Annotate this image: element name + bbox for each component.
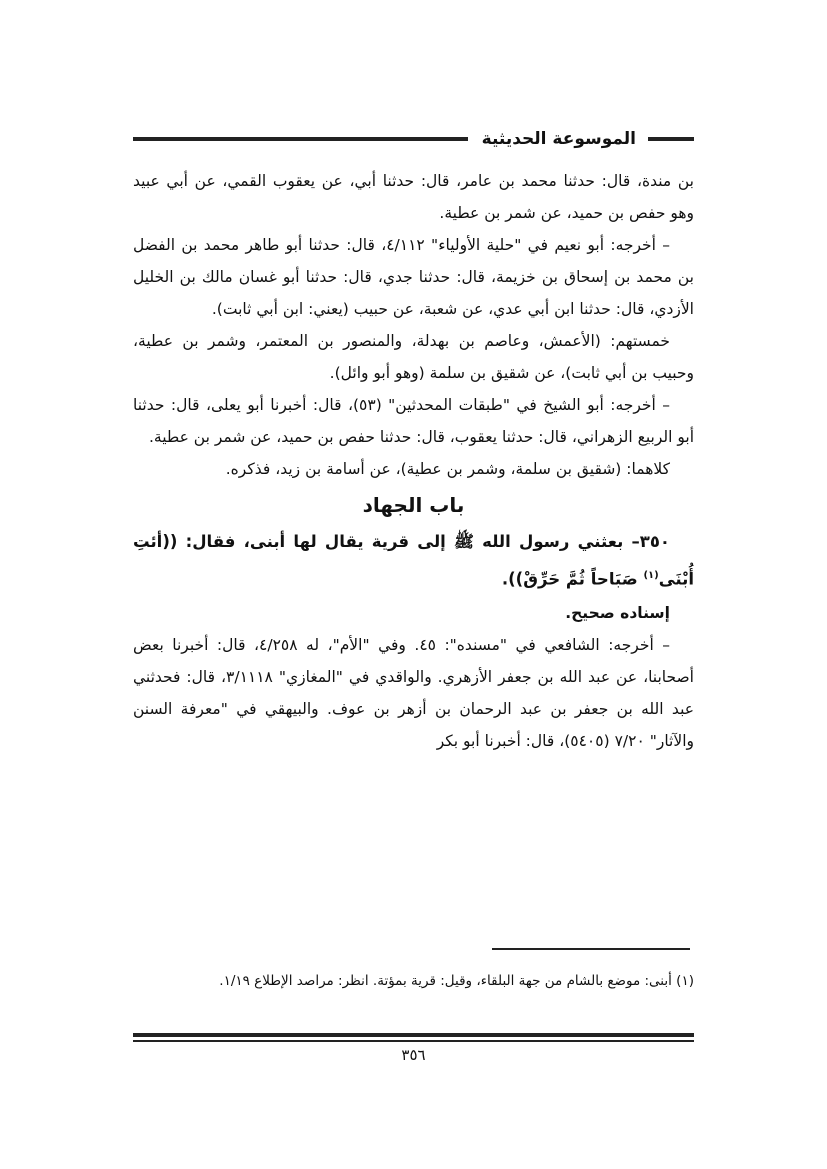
paragraph-5: كلاهما: (شقيق بن سلمة، وشمر بن عطية)، عن أسامة بن زيد، فذكره. bbox=[225, 460, 670, 478]
running-header bbox=[133, 122, 694, 156]
paragraph-2: – أخرجه: أبو نعيم في "حلية الأولياء" ٤/١١٢، قال: حدثنا أبو طاهر محمد بن الفضل بن محمد بن إسحاق بن خزيمة، قال: حدثنا جدي، قال: حدثنا أبو غسان مالك بن الخليل الأزدي، قال: حدثنا ابن أبي عدي، عن شعبة، عن حبيب (يعني: ابن أبي ثابت). bbox=[133, 236, 694, 318]
footnote bbox=[133, 965, 694, 997]
header-rule-left bbox=[133, 137, 468, 141]
footnote-text: (١) أبنى: موضع بالشام من جهة البلقاء، وقيل: قرية بمؤتة. انظر: مراصد الإطلاع ١/١٩. bbox=[219, 973, 694, 989]
paragraph-3: خمستهم: (الأعمش، وعاصم بن بهدلة، والمنصور بن المعتمر، وشمر بن عطية، وحبيب بن أبي ثابت)، عن شقيق بن سلمة (وهو أبو وائل). bbox=[133, 332, 694, 382]
bottom-rule-thick bbox=[133, 1033, 694, 1037]
main-text bbox=[133, 165, 694, 757]
header-title: الموسوعة الحديثية bbox=[481, 129, 636, 149]
page-number: ٣٥٦ bbox=[401, 1046, 426, 1064]
footnote-marker: (١) bbox=[643, 570, 659, 581]
hadith-text-start: ٣٥٠– بعثني رسول الله ﷺ إلى قرية يقال لها أبنى، فقال: ((أئتِ أُبْنَى bbox=[133, 532, 694, 589]
paragraph-4: – أخرجه: أبو الشيخ في "طبقات المحدثين" (٥٣)، قال: أخبرنا أبو يعلى، قال: حدثنا أبو الربيع الزهراني، قال: حدثنا يعقوب، قال: حدثنا حفص بن حميد، عن شمر بن عطية. bbox=[133, 396, 694, 446]
paragraph-6: – أخرجه: الشافعي في "مسنده": ٤٥. وفي "الأم"، له ٤/٢٥٨، قال: أخبرنا بعض أصحابنا، عن عبد الله بن جعفر الأزهري. والواقدي في "المغازي" ٣/١١١٨، قال: فحدثني عبد الله بن جعفر بن عبد الرحمان بن أزهر بن عوف. والبيهقي في "معرفة السنن والآثار" ٧/٢٠ (٥٤٠٥)، قال: أخبرنا أبو بكر bbox=[133, 635, 694, 750]
isnad-grade: إسناده صحيح. bbox=[565, 603, 670, 622]
hadith-text-end: صَبَاحاً ثُمَّ حَرِّقْ)). bbox=[501, 569, 644, 589]
section-heading: باب الجهاد bbox=[362, 493, 465, 517]
footnote-separator bbox=[492, 948, 690, 950]
header-rule-right bbox=[648, 137, 694, 141]
bottom-rule-thin bbox=[133, 1040, 694, 1042]
paragraph-1: بن مندة، قال: حدثنا محمد بن عامر، قال: حدثنا أبي، عن يعقوب القمي، عن أبي عبيد وهو حفص بن حميد، عن شمر بن عطية. bbox=[133, 172, 694, 222]
hadith-text bbox=[133, 525, 694, 597]
